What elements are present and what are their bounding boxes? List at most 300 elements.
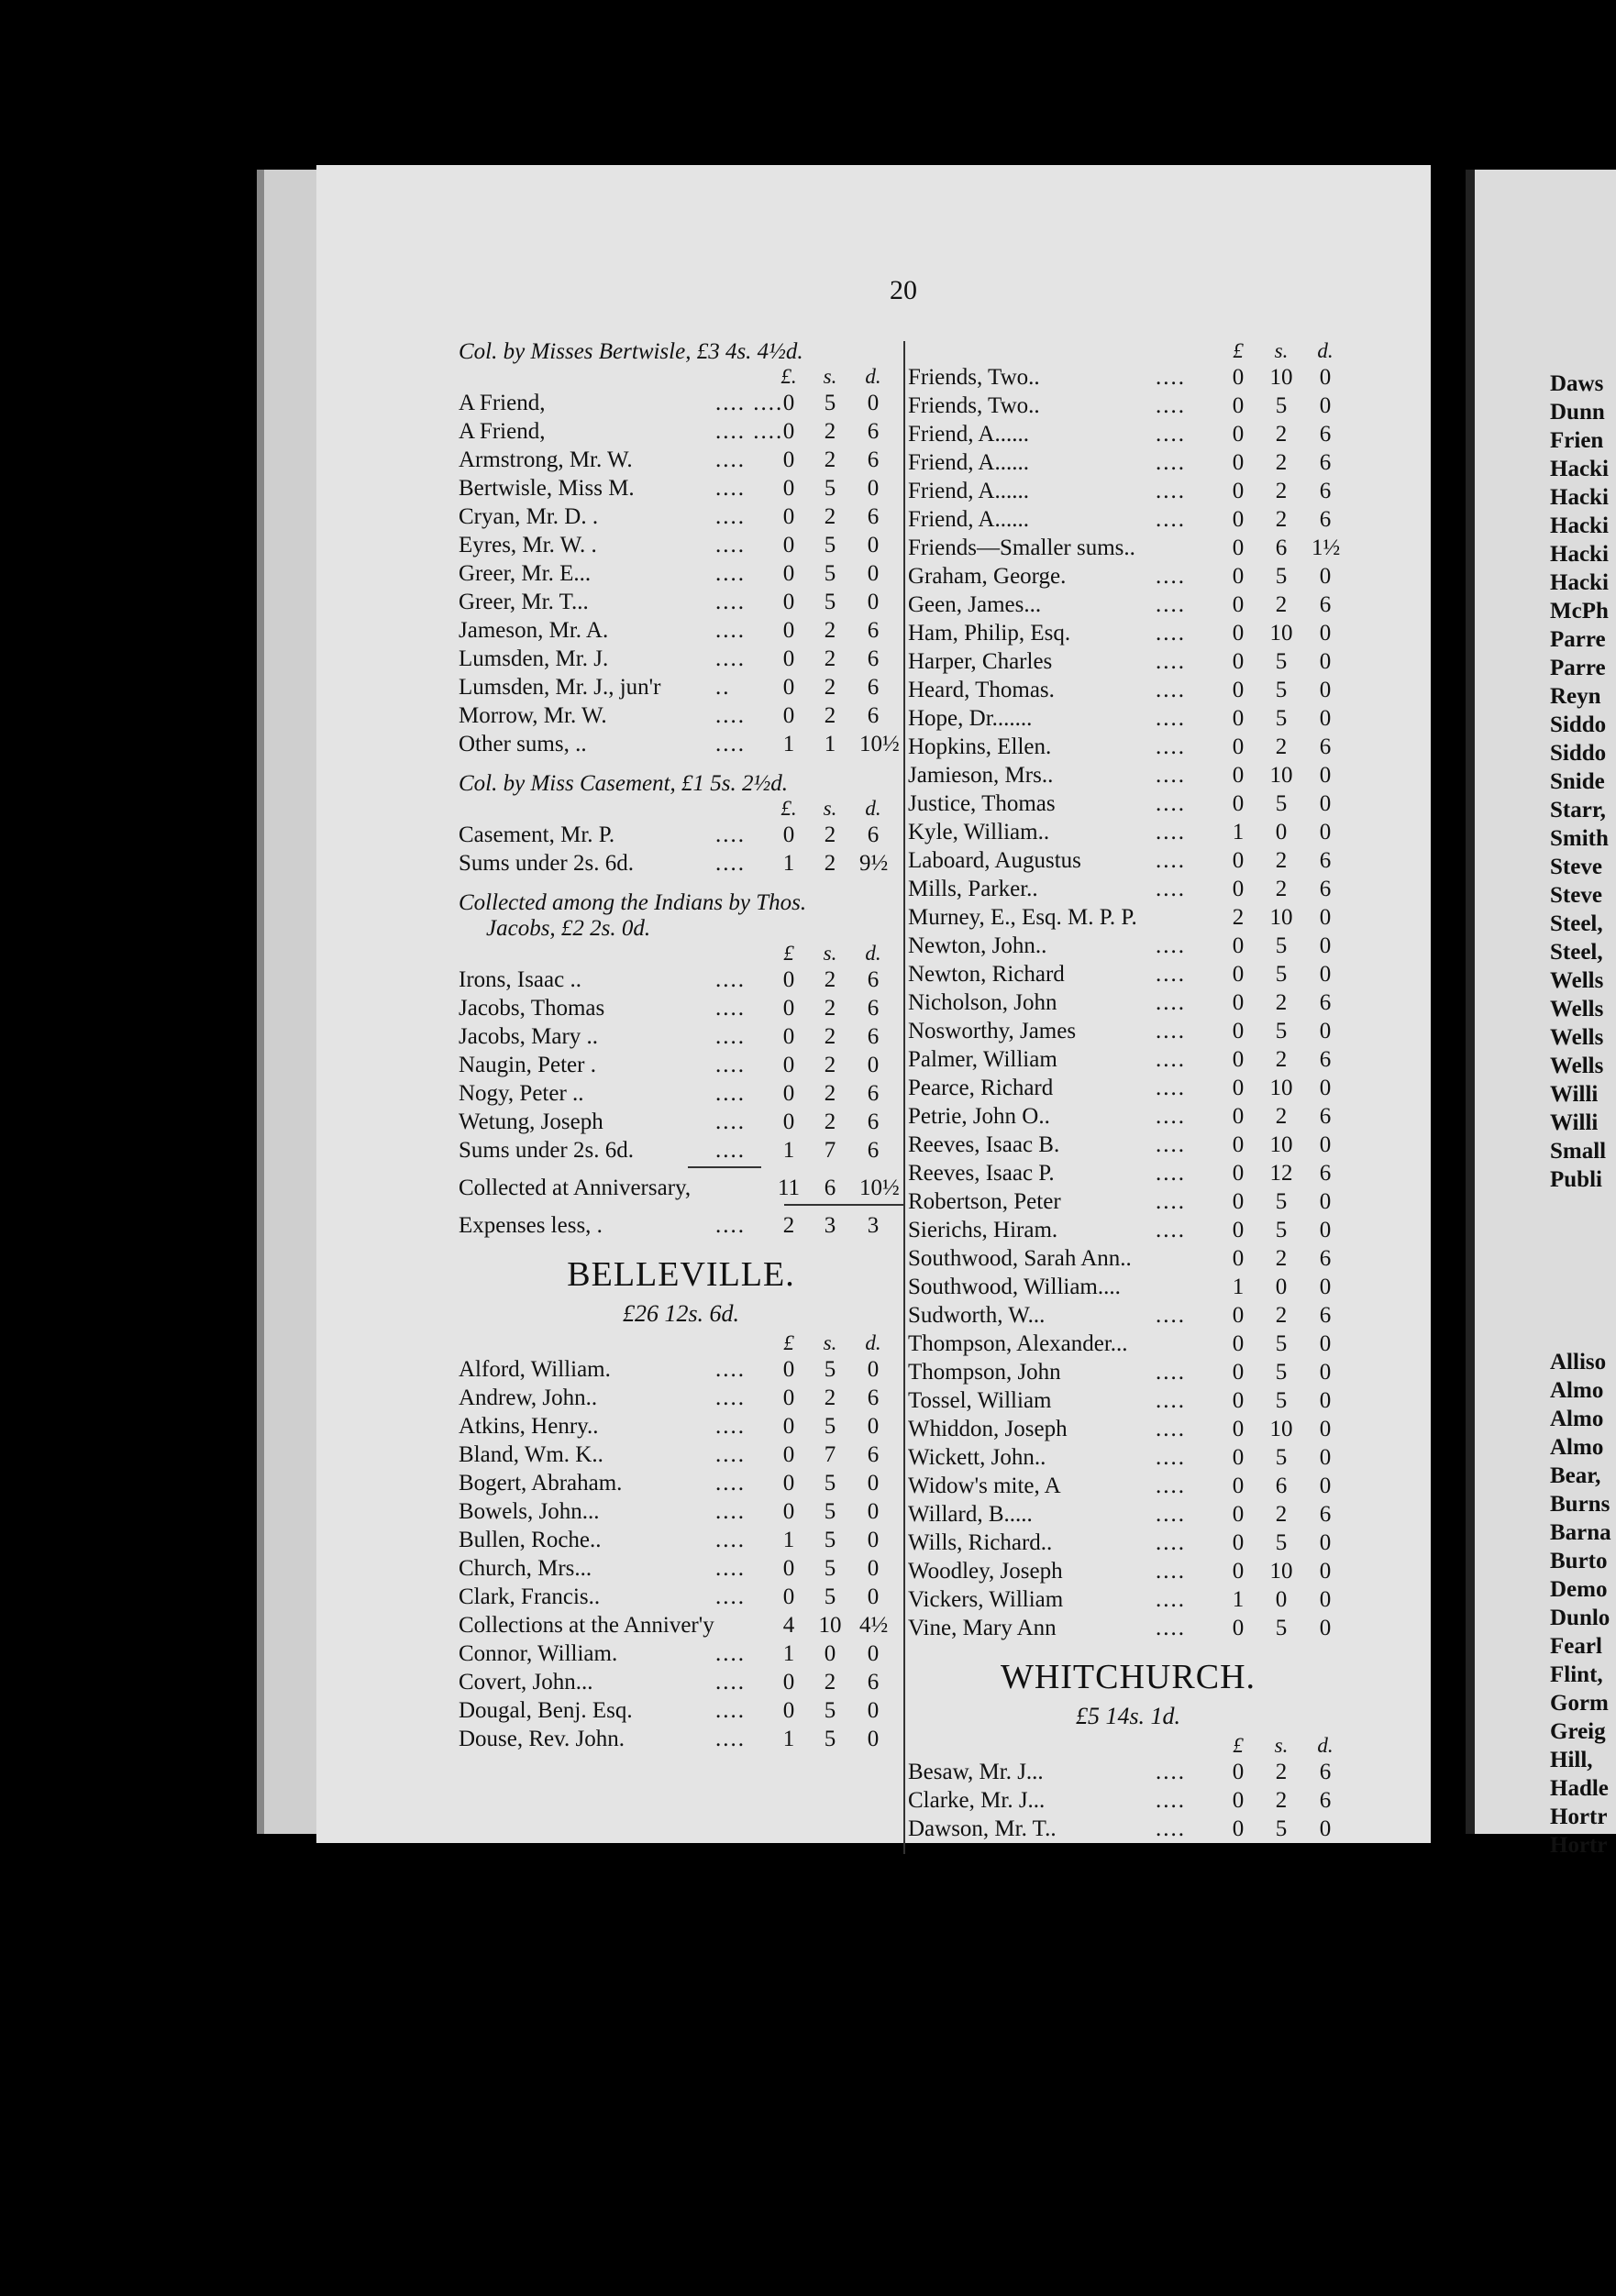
pence-value: 6 (867, 967, 880, 992)
list-item (908, 1616, 1348, 1644)
shillings-value: 2 (1275, 1788, 1288, 1813)
list-item (908, 706, 1348, 734)
donor-name: Lumsden, Mr. J. (459, 646, 609, 671)
pence-value: 0 (867, 561, 880, 586)
leader-dots: .... (715, 1528, 746, 1552)
facing-page-fragment: Hortr (1550, 1805, 1608, 1829)
shillings-value: 5 (1275, 706, 1288, 731)
pence-value: 0 (1319, 1616, 1332, 1640)
pence-value: 0 (867, 1584, 880, 1609)
list-item (908, 393, 1348, 422)
donor-name: Alford, William. (459, 1357, 611, 1382)
list-item (459, 419, 903, 447)
pounds-value: 0 (782, 1024, 795, 1049)
shillings-value: 2 (1275, 479, 1288, 503)
shillings-value: 2 (824, 447, 836, 472)
pounds-value: 0 (1232, 393, 1245, 418)
donor-name: Clarke, Mr. J... (908, 1788, 1046, 1813)
pence-value: 0 (1319, 1189, 1332, 1214)
leader-dots: .... (1156, 1760, 1186, 1784)
pounds-value: 1 (782, 1138, 795, 1163)
pence-value: 0 (1319, 678, 1332, 702)
leader-dots: .... (715, 590, 746, 614)
facing-page-fragment: Wells (1550, 997, 1604, 1021)
list-item (908, 1246, 1348, 1275)
list-item (908, 1331, 1348, 1360)
list-item (908, 1530, 1348, 1559)
pence-value: 1½ (1312, 535, 1341, 560)
shillings-value: 10 (1269, 905, 1293, 930)
list-item (459, 590, 903, 618)
list-item (459, 1556, 903, 1584)
donor-name: Ham, Philip, Esq. (908, 621, 1071, 646)
pounds-value: 0 (782, 504, 795, 529)
pounds-value: 0 (1232, 1246, 1245, 1271)
list-item (459, 1138, 903, 1166)
list-item (908, 933, 1348, 962)
leader-dots: .... (1156, 1474, 1186, 1498)
spacer (459, 1242, 903, 1253)
pence-value: 0 (867, 533, 880, 557)
shillings-value: 2 (1275, 877, 1288, 901)
pence-value: 0 (867, 1556, 880, 1581)
pence-value: 6 (1319, 507, 1332, 532)
shillings-value: 2 (1275, 422, 1288, 447)
units-header (908, 1734, 1348, 1760)
facing-page-fragment: Hacki (1550, 570, 1609, 595)
facing-page (1466, 170, 1616, 1858)
pence-value: 0 (1319, 1816, 1332, 1841)
leader-dots: .... (1156, 564, 1186, 589)
anniversary-total-row (459, 1176, 903, 1204)
donor-name: Heard, Thomas. (908, 678, 1055, 702)
pounds-value: 0 (1232, 1303, 1245, 1328)
list-item (908, 450, 1348, 479)
facing-page-fragment: Willi (1550, 1110, 1599, 1135)
facing-page-fragment: Frien (1550, 428, 1604, 453)
pence-value: 6 (1319, 1502, 1332, 1527)
pence-value: 6 (867, 1138, 880, 1163)
pounds-value: 0 (782, 703, 795, 728)
donor-name: Hope, Dr....... (908, 706, 1033, 731)
leader-dots: .... (1156, 1161, 1186, 1186)
pence-value: 6 (867, 703, 880, 728)
leader-dots: .... (1156, 706, 1186, 731)
pounds-value: 0 (1232, 678, 1245, 702)
facing-page-fragment: Wells (1550, 1025, 1604, 1050)
pence-value: 6 (1319, 479, 1332, 503)
donor-name: Tossel, William (908, 1388, 1052, 1413)
shillings-value: 5 (1275, 1331, 1288, 1356)
pounds-value: 0 (782, 1414, 795, 1439)
shillings-value: 2 (1275, 1502, 1288, 1527)
shillings-value: 2 (824, 851, 836, 876)
donor-name: Church, Mrs... (459, 1556, 592, 1581)
shillings-value: 10 (818, 1613, 842, 1638)
leader-dots: .... (715, 447, 746, 472)
list-item (908, 1788, 1348, 1816)
pound-unit: £ (783, 942, 794, 965)
facing-page-fragment: Daws (1550, 371, 1604, 396)
facing-page-fragment: Wells (1550, 1054, 1604, 1078)
facing-page-fragment: Hortr (1550, 1833, 1608, 1858)
pounds-value: 0 (1232, 962, 1245, 987)
shilling-unit: s. (1274, 1734, 1289, 1757)
pence-value: 6 (1319, 1788, 1332, 1813)
list-item (908, 905, 1348, 933)
pence-value: 0 (1319, 1559, 1332, 1584)
pence-value: 0 (1319, 564, 1332, 589)
pounds-value: 0 (1232, 649, 1245, 674)
pounds-value: 0 (782, 447, 795, 472)
pounds-value: 0 (1232, 1474, 1245, 1498)
leader-dots: .... (715, 1670, 746, 1694)
donor-name: Casement, Mr. P. (459, 822, 615, 847)
list-item (908, 1816, 1348, 1845)
leader-dots: .... (715, 1698, 746, 1723)
list-item (459, 447, 903, 476)
list-item (459, 822, 903, 851)
donor-name: Laboard, Augustus (908, 848, 1081, 873)
shillings-value: 2 (824, 1385, 836, 1410)
list-item (908, 962, 1348, 990)
leader-dots: .... (1156, 848, 1186, 873)
shillings-value: 5 (824, 1414, 836, 1439)
shillings-value: 5 (824, 1727, 836, 1751)
leader-dots: .... (715, 732, 746, 756)
pounds-value: 0 (1232, 1502, 1245, 1527)
donor-name: Armstrong, Mr. W. (459, 447, 633, 472)
pence-value: 6 (867, 447, 880, 472)
donor-name: Kyle, William.. (908, 820, 1050, 844)
facing-page-fragment: Steve (1550, 855, 1602, 879)
pence-value: 0 (1319, 820, 1332, 844)
leader-dots: .... (1156, 1303, 1186, 1328)
shillings-value: 5 (1275, 1218, 1288, 1242)
leader-dots: .... (1156, 678, 1186, 702)
shillings-value: 6 (824, 1176, 836, 1200)
list-item (459, 1442, 903, 1471)
shillings-value: 5 (1275, 1445, 1288, 1470)
leader-dots: .... (1156, 365, 1186, 390)
left-column (459, 339, 903, 1755)
leader-dots: .... (715, 561, 746, 586)
pounds-value: 0 (782, 1471, 795, 1496)
list-item (908, 1474, 1348, 1502)
shillings-value: 3 (824, 1213, 836, 1238)
shillings-value: 2 (824, 504, 836, 529)
shillings-value: 2 (824, 822, 836, 847)
leader-dots: .... (1156, 393, 1186, 418)
pounds-value: 0 (1232, 1189, 1245, 1214)
leader-dots: .... (715, 1471, 746, 1496)
shillings-value: 5 (824, 533, 836, 557)
pence-value: 0 (1319, 1275, 1332, 1299)
list-item (459, 1053, 903, 1081)
list-item (908, 1019, 1348, 1047)
donor-name: Wetung, Joseph (459, 1109, 603, 1134)
leader-dots: .... (1156, 990, 1186, 1015)
list-item (908, 649, 1348, 678)
pence-unit: d. (1317, 1734, 1334, 1757)
list-item (459, 1727, 903, 1755)
pounds-value: 0 (1232, 848, 1245, 873)
pence-value: 6 (867, 618, 880, 643)
list-item (908, 1047, 1348, 1076)
leader-dots: .... (1156, 1047, 1186, 1072)
donor-name: Nogy, Peter .. (459, 1081, 584, 1106)
shillings-value: 7 (824, 1138, 836, 1163)
shillings-value: 7 (824, 1442, 836, 1467)
leader-dots: .... (1156, 763, 1186, 788)
pounds-value: 0 (782, 1442, 795, 1467)
donor-name: Mills, Parker.. (908, 877, 1038, 901)
pounds-value: 0 (782, 391, 795, 415)
list-item (908, 564, 1348, 592)
pence-value: 0 (1319, 1417, 1332, 1441)
shillings-value: 5 (824, 1357, 836, 1382)
leader-dots: .... (715, 1357, 746, 1382)
pence-value: 6 (867, 419, 880, 444)
donor-name: Andrew, John.. (459, 1385, 598, 1410)
shillings-value: 2 (1275, 848, 1288, 873)
leader-dots: .... (715, 1024, 746, 1049)
facing-page-fragment: Parre (1550, 656, 1606, 680)
list-item (459, 1357, 903, 1385)
leader-dots: .... (715, 1499, 746, 1524)
pounds-value: 0 (1232, 365, 1245, 390)
leader-dots: .... (715, 646, 746, 671)
pounds-value: 0 (1232, 1388, 1245, 1413)
pence-value: 6 (867, 996, 880, 1021)
list-item (908, 1559, 1348, 1587)
facing-page-fragment: Dunn (1550, 400, 1605, 425)
facing-page-fragment: Steel, (1550, 940, 1603, 965)
list-item (459, 1641, 903, 1670)
pounds-value: 0 (782, 967, 795, 992)
donor-name: Palmer, William (908, 1047, 1057, 1072)
leader-dots: .... (715, 822, 746, 847)
pence-value: 0 (1319, 1076, 1332, 1100)
pence-value: 6 (867, 646, 880, 671)
shillings-value: 2 (824, 419, 836, 444)
facing-page-fragment: Siddo (1550, 741, 1607, 766)
donor-name: Bowels, John... (459, 1499, 600, 1524)
facing-page-fragment: Hacki (1550, 457, 1609, 481)
list-item (459, 1670, 903, 1698)
shillings-value: 2 (1275, 1104, 1288, 1129)
leader-dots: .... (715, 618, 746, 643)
list-item (908, 535, 1348, 564)
list-item (459, 561, 903, 590)
facing-page-fragment: Snide (1550, 769, 1605, 794)
pence-value: 0 (867, 1053, 880, 1077)
list-item (459, 646, 903, 675)
column-divider (903, 341, 905, 1854)
shillings-value: 5 (1275, 962, 1288, 987)
pound-unit: £ (783, 1331, 794, 1354)
list-item (459, 851, 903, 879)
pounds-value: 1 (782, 851, 795, 876)
pounds-value: 1 (1232, 820, 1245, 844)
pounds-value: 0 (1232, 1218, 1245, 1242)
facing-page-fragment: Small (1550, 1139, 1607, 1164)
list-item (459, 1584, 903, 1613)
shillings-value: 0 (824, 1641, 836, 1666)
list-item (459, 732, 903, 760)
leader-dots: .... (715, 1385, 746, 1410)
list-item (908, 763, 1348, 791)
leader-dots: .... (715, 1442, 746, 1467)
list-item (908, 734, 1348, 763)
pounds-value: 0 (1232, 1760, 1245, 1784)
pence-value: 10½ (859, 1176, 900, 1200)
facing-page-fragment: Wells (1550, 968, 1604, 993)
binding-edge (257, 170, 319, 1834)
leader-dots: .... (715, 476, 746, 501)
list-item (908, 507, 1348, 535)
shillings-value: 10 (1269, 621, 1293, 646)
leader-dots: .... .... (715, 419, 784, 444)
donor-name: Widow's mite, A (908, 1474, 1061, 1498)
leader-dots: .... (715, 996, 746, 1021)
shilling-unit: s. (823, 1331, 837, 1354)
list-item (459, 1081, 903, 1109)
list-item (908, 820, 1348, 848)
pounds-value: 2 (782, 1213, 795, 1238)
list-item (459, 476, 903, 504)
pounds-value: 0 (1232, 1161, 1245, 1186)
pence-value: 6 (867, 504, 880, 529)
list-item (908, 678, 1348, 706)
list-item (908, 1360, 1348, 1388)
leader-dots: .... (1156, 1587, 1186, 1612)
donor-name: Other sums, .. (459, 732, 587, 756)
pence-value: 6 (1319, 1246, 1332, 1271)
pounds-value: 0 (782, 590, 795, 614)
donor-name: Friend, A...... (908, 422, 1029, 447)
donor-name: Eyres, Mr. W. . (459, 533, 597, 557)
facing-page-fragment: Willi (1550, 1082, 1599, 1107)
pounds-value: 0 (1232, 1445, 1245, 1470)
pence-value: 6 (867, 675, 880, 700)
pounds-value: 0 (782, 1109, 795, 1134)
spacer (459, 760, 903, 771)
donor-name: Irons, Isaac .. (459, 967, 581, 992)
pounds-value: 0 (1232, 734, 1245, 759)
donor-name: Reeves, Isaac P. (908, 1161, 1055, 1186)
donor-name: Wickett, John.. (908, 1445, 1046, 1470)
list-item (908, 1303, 1348, 1331)
donor-name: Connor, William. (459, 1641, 618, 1666)
shilling-unit: s. (1274, 339, 1289, 362)
pounds-value: 0 (1232, 1076, 1245, 1100)
donor-name: Thompson, John (908, 1360, 1061, 1385)
shillings-value: 12 (1269, 1161, 1293, 1186)
list-item (459, 1499, 903, 1528)
leader-dots: .... (1156, 450, 1186, 475)
pence-value: 0 (1319, 649, 1332, 674)
pence-value: 0 (1319, 1019, 1332, 1043)
shillings-value: 10 (1269, 1559, 1293, 1584)
donor-name: Friend, A...... (908, 507, 1029, 532)
shillings-value: 5 (1275, 649, 1288, 674)
list-item (908, 621, 1348, 649)
section-heading: Col. by Miss Casement, £1 5s. 2½d. (459, 771, 789, 796)
donor-name: Sierichs, Hiram. (908, 1218, 1058, 1242)
pence-value: 6 (1319, 990, 1332, 1015)
donor-name: Sums under 2s. 6d. (459, 1138, 634, 1163)
pounds-value: 0 (1232, 791, 1245, 816)
pence-value: 6 (867, 1024, 880, 1049)
pence-value: 0 (867, 476, 880, 501)
donor-name: Southwood, Sarah Ann.. (908, 1246, 1132, 1271)
leader-dots: .... (715, 1727, 746, 1751)
pounds-value: 0 (1232, 877, 1245, 901)
facing-page-fragment: Alliso (1550, 1350, 1607, 1374)
list-item (908, 1760, 1348, 1788)
donor-name: Willard, B..... (908, 1502, 1033, 1527)
leader-dots: .... (715, 703, 746, 728)
pounds-value: 0 (1232, 1530, 1245, 1555)
donor-name: Covert, John... (459, 1670, 593, 1694)
shillings-value: 2 (824, 967, 836, 992)
expenses-row (459, 1213, 903, 1242)
leader-dots: .... (1156, 1502, 1186, 1527)
list-item (908, 1502, 1348, 1530)
list-item (908, 1445, 1348, 1474)
pence-value: 0 (1319, 365, 1332, 390)
units-header (459, 797, 903, 822)
donor-name: Douse, Rev. John. (459, 1727, 625, 1751)
facing-page-fragment: Fearl (1550, 1634, 1602, 1659)
leader-dots: .... (715, 1053, 746, 1077)
shillings-value: 5 (1275, 1019, 1288, 1043)
pounds-value: 0 (782, 1556, 795, 1581)
shillings-value: 5 (824, 1528, 836, 1552)
pence-unit: d. (865, 1331, 881, 1354)
shilling-unit: s. (823, 365, 837, 388)
pounds-value: 1 (782, 732, 795, 756)
facing-page-fragment: Burto (1550, 1549, 1608, 1573)
facing-page-fragment: Almo (1550, 1435, 1604, 1460)
pounds-value: 0 (1232, 1132, 1245, 1157)
pounds-value: 0 (782, 1053, 795, 1077)
shillings-value: 5 (824, 1471, 836, 1496)
donor-name: Atkins, Henry.. (459, 1414, 599, 1439)
units-header (459, 1331, 903, 1357)
donor-name: Sums under 2s. 6d. (459, 851, 634, 876)
list-item (908, 592, 1348, 621)
list-item (459, 703, 903, 732)
pounds-value: 0 (1232, 1616, 1245, 1640)
donor-name: Cryan, Mr. D. . (459, 504, 599, 529)
spacer (908, 1644, 1348, 1655)
donor-name: Lumsden, Mr. J., jun'r (459, 675, 661, 700)
shillings-value: 2 (824, 996, 836, 1021)
shillings-value: 1 (824, 732, 836, 756)
shillings-value: 2 (1275, 1760, 1288, 1784)
facing-page-fragment: Publi (1550, 1167, 1602, 1192)
pounds-value: 11 (777, 1176, 801, 1200)
pence-value: 0 (867, 1499, 880, 1524)
donor-name: Vine, Mary Ann (908, 1616, 1057, 1640)
donor-name: Greer, Mr. E... (459, 561, 592, 586)
shillings-value: 5 (1275, 1360, 1288, 1385)
list-item (908, 479, 1348, 507)
pounds-value: 0 (1232, 592, 1245, 617)
shillings-value: 2 (824, 1670, 836, 1694)
